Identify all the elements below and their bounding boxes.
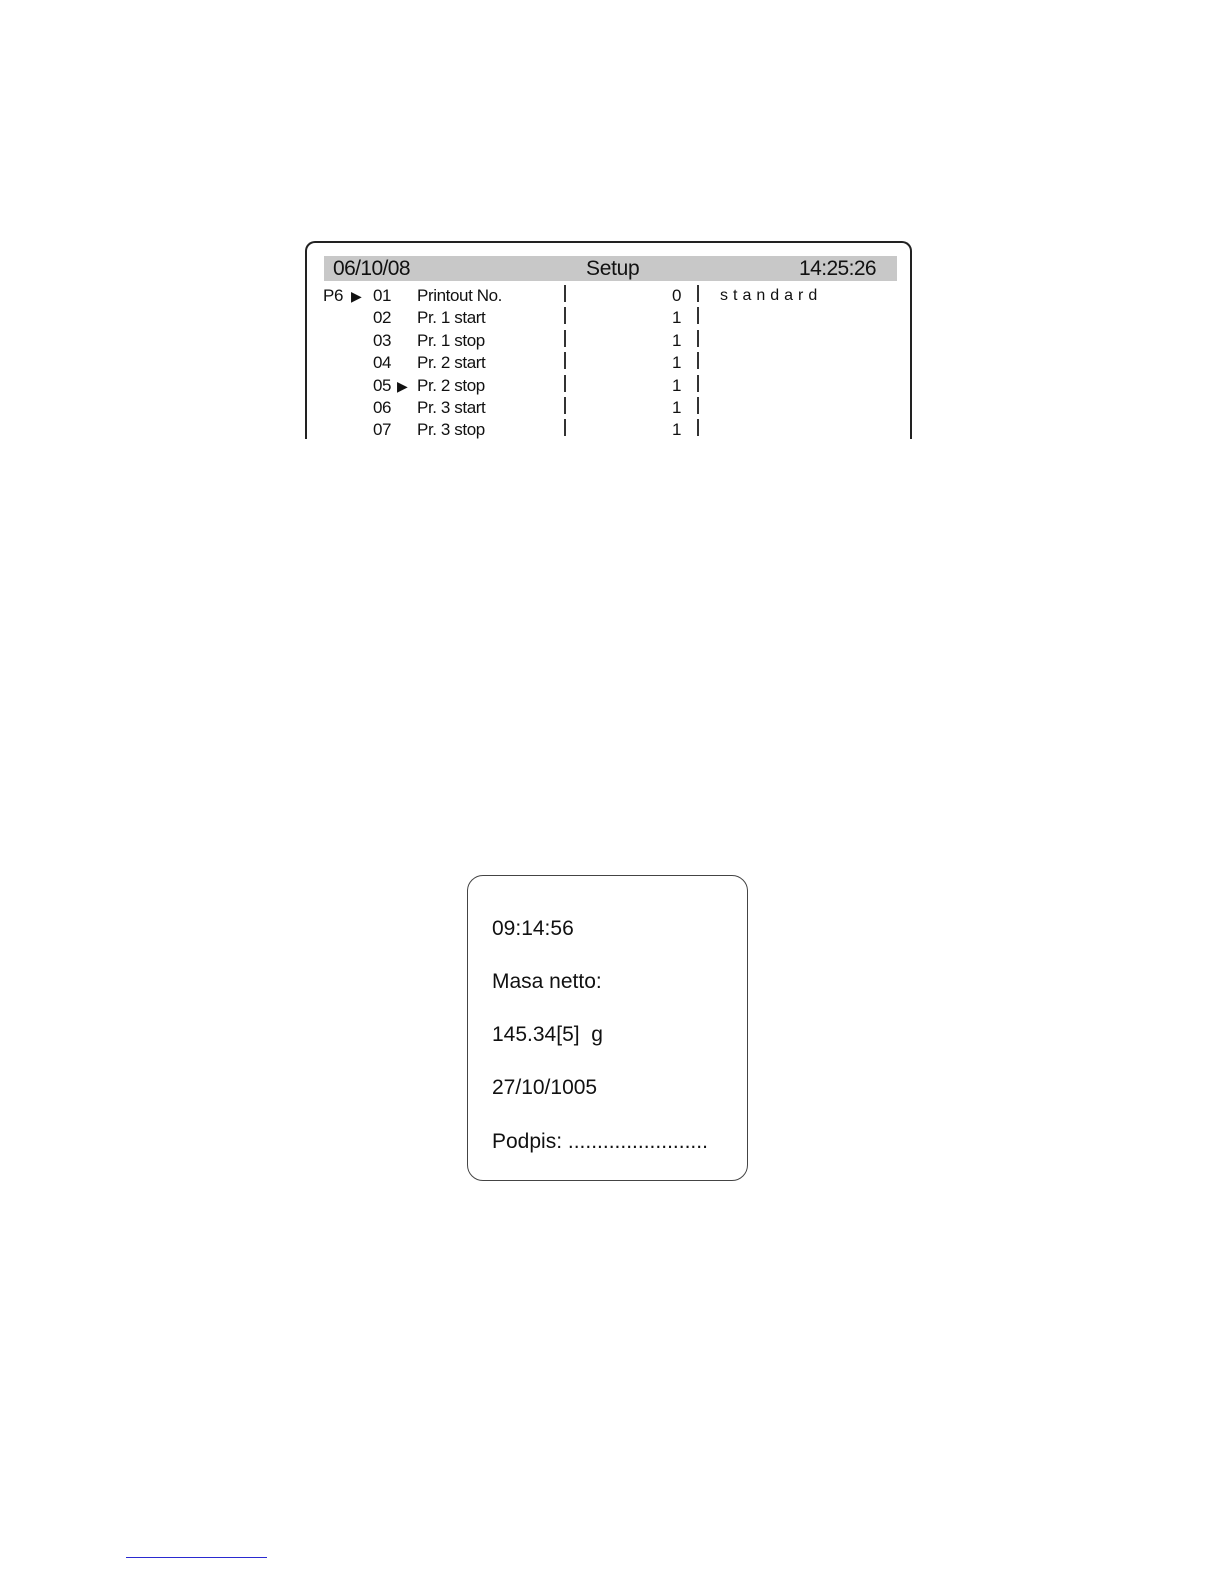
setup-row-04[interactable] (307, 352, 910, 374)
column-separator (564, 285, 566, 302)
column-separator (564, 375, 566, 392)
row-label: Pr. 3 start (417, 398, 486, 417)
header-date: 06/10/08 (333, 257, 410, 280)
setup-row-06[interactable] (307, 397, 910, 419)
column-separator (697, 375, 699, 392)
header-time: 14:25:26 (799, 257, 876, 280)
column-separator (564, 330, 566, 347)
column-separator (564, 419, 566, 436)
setup-row-02[interactable] (307, 307, 910, 329)
header-title: Setup (586, 257, 640, 280)
setup-header-bar (324, 256, 897, 281)
row-description: standard (720, 287, 823, 304)
row-value: 1 (671, 375, 681, 395)
setup-screen (305, 241, 912, 439)
row-value: 1 (671, 353, 681, 373)
row-number: 01 (373, 286, 392, 305)
printout-time: 09:14:56 (492, 917, 574, 940)
row-value: 1 (671, 308, 681, 328)
printout-mass-label: Masa netto: (492, 970, 602, 993)
selection-arrow-icon: ▶ (397, 377, 408, 394)
setup-row-05[interactable] (307, 375, 910, 397)
group-arrow-icon: ▶ (351, 288, 362, 304)
printout-mass-value: 145.34[5] g (492, 1023, 603, 1046)
column-separator (564, 307, 566, 324)
row-number: 05 (373, 375, 392, 395)
row-label: Pr. 2 start (417, 353, 486, 373)
footer-rule (126, 1557, 267, 1558)
column-separator (564, 352, 566, 369)
column-separator (697, 397, 699, 414)
printout-signature: Podpis: ........................ (492, 1130, 708, 1153)
column-separator (697, 285, 699, 302)
row-label: Pr. 3 stop (417, 420, 485, 439)
group-label: P6 (323, 286, 343, 305)
row-number: 07 (373, 420, 392, 439)
row-label: Printout No. (417, 286, 502, 305)
row-number: 02 (373, 308, 392, 328)
printout-sample (467, 875, 748, 1181)
column-separator (697, 307, 699, 324)
printout-date: 27/10/1005 (492, 1076, 598, 1099)
row-number: 04 (373, 353, 392, 373)
row-value: 1 (671, 420, 681, 439)
row-label: Pr. 1 stop (417, 330, 485, 350)
row-number: 03 (373, 330, 392, 350)
row-number: 06 (373, 398, 392, 417)
row-label: Pr. 2 stop (417, 375, 485, 395)
setup-row-01[interactable] (307, 285, 910, 307)
setup-row-03[interactable] (307, 330, 910, 352)
column-separator (697, 419, 699, 436)
column-separator (564, 397, 566, 414)
row-value: 0 (671, 286, 681, 305)
row-value: 1 (671, 398, 681, 417)
column-separator (697, 352, 699, 369)
column-separator (697, 330, 699, 347)
row-label: Pr. 1 start (417, 308, 486, 328)
setup-row-07[interactable] (307, 419, 910, 439)
row-value: 1 (671, 330, 681, 350)
